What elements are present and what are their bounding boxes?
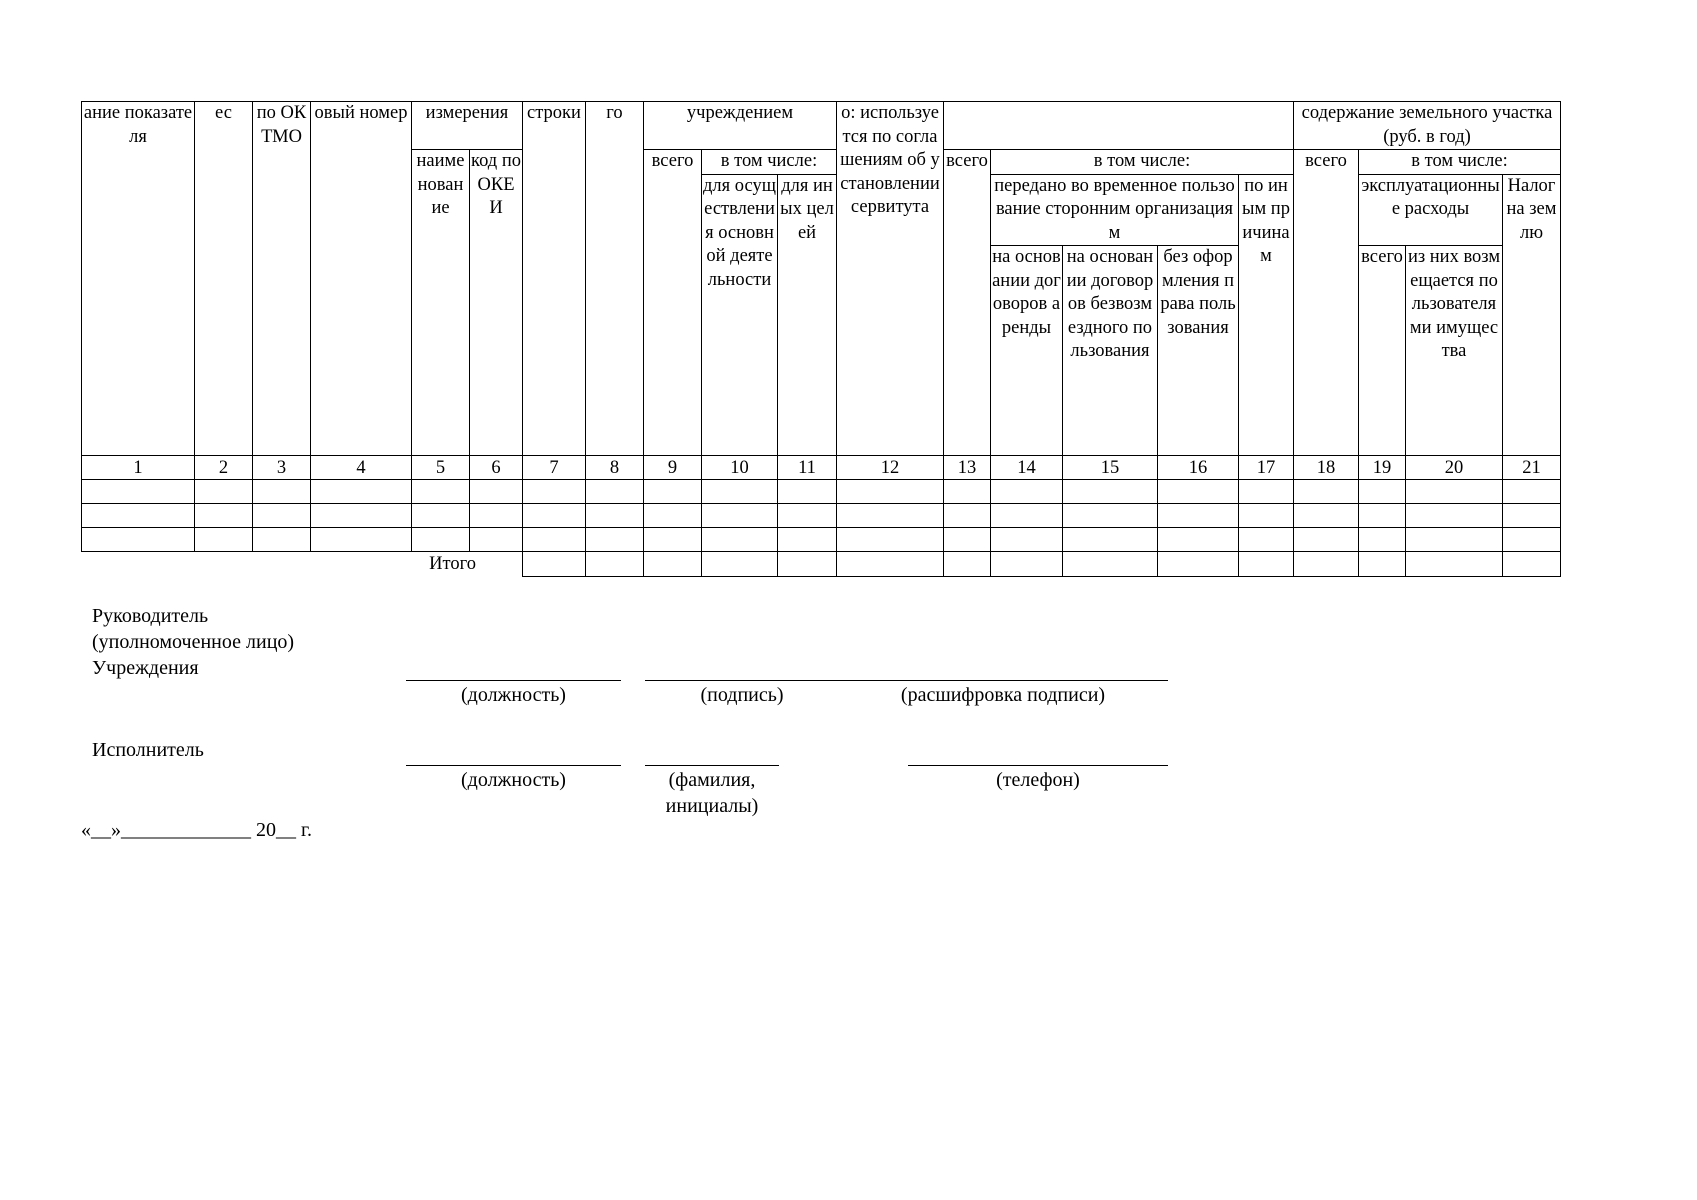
header-land-tax: Налог на землю <box>1503 174 1561 456</box>
executor-position-caption: (должность) <box>461 769 566 791</box>
header-other-reasons: по иным причинам <box>1239 174 1294 456</box>
table-cell[interactable] <box>991 504 1063 528</box>
header-col-8: го <box>586 102 644 456</box>
header-no-rights: без оформления права пользования <box>1158 246 1239 456</box>
header-line-code: строки <box>523 102 586 456</box>
table-cell[interactable] <box>523 528 586 552</box>
total-cell[interactable] <box>944 552 991 577</box>
table-cell[interactable] <box>702 528 778 552</box>
executor-label: Исполнитель <box>92 739 204 761</box>
column-number-cell: 13 <box>944 456 991 480</box>
header-institution-including: в том числе: <box>702 150 837 175</box>
table-cell[interactable] <box>944 480 991 504</box>
column-number-cell: 1 <box>82 456 195 480</box>
total-cell[interactable] <box>586 552 644 577</box>
column-number-cell: 4 <box>311 456 412 480</box>
land-plot-report-table <box>81 101 1561 577</box>
header-main-activity: для осуществления основной деятельности <box>702 174 778 456</box>
header-used-by-institution: учреждением <box>644 102 837 150</box>
authorized-person-label: (уполномоченное лицо) <box>92 631 295 653</box>
table-cell[interactable] <box>253 504 311 528</box>
table-cell[interactable] <box>1158 528 1239 552</box>
table-cell[interactable] <box>470 528 523 552</box>
table-cell[interactable] <box>253 480 311 504</box>
header-transfer-group <box>944 102 1294 150</box>
table-cell[interactable] <box>1063 504 1158 528</box>
table-cell[interactable] <box>702 480 778 504</box>
header-transfer-total: всего <box>944 150 991 456</box>
total-cell[interactable] <box>1294 552 1359 577</box>
header-okei-code: код по ОКЕИ <box>470 150 523 456</box>
column-number-cell: 11 <box>778 456 837 480</box>
table-cell[interactable] <box>412 528 470 552</box>
total-cell[interactable] <box>644 552 702 577</box>
header-measure-name: наименование <box>412 150 470 456</box>
table-cell[interactable] <box>195 480 253 504</box>
table-cell[interactable] <box>1063 480 1158 504</box>
column-number-cell: 3 <box>253 456 311 480</box>
table-cell[interactable] <box>837 528 944 552</box>
table-cell[interactable] <box>1359 480 1406 504</box>
table-row <box>82 504 1561 528</box>
column-number-cell: 7 <box>523 456 586 480</box>
table-cell[interactable] <box>470 504 523 528</box>
table-cell[interactable] <box>470 480 523 504</box>
total-cell[interactable] <box>837 552 944 577</box>
table-cell[interactable] <box>311 528 412 552</box>
table-cell[interactable] <box>1503 528 1561 552</box>
table-cell[interactable] <box>1239 480 1294 504</box>
total-cell[interactable] <box>1359 552 1406 577</box>
executor-name-line[interactable] <box>645 765 779 766</box>
table-cell[interactable] <box>991 480 1063 504</box>
header-maintenance-cost: содержание земельного участка (руб. в год) <box>1294 102 1561 150</box>
table-cell[interactable] <box>778 504 837 528</box>
total-cell[interactable] <box>1158 552 1239 577</box>
initials-caption: инициалы) <box>665 795 759 817</box>
position-caption: (должность) <box>461 684 566 706</box>
table-cell[interactable] <box>586 504 644 528</box>
table-cell[interactable] <box>837 480 944 504</box>
header-lease: на основании договоров аренды <box>991 246 1063 456</box>
column-number-cell: 18 <box>1294 456 1359 480</box>
name-caption: (фамилия, <box>668 769 756 791</box>
header-reimbursed: из них возмещается пользователями имущества <box>1406 246 1503 456</box>
table-cell[interactable] <box>523 480 586 504</box>
table-cell[interactable] <box>586 480 644 504</box>
header-number: овый номер <box>311 102 412 456</box>
total-cell[interactable] <box>1063 552 1158 577</box>
table-cell[interactable] <box>1063 528 1158 552</box>
table-cell[interactable] <box>1294 504 1359 528</box>
table-cell[interactable] <box>778 528 837 552</box>
table-cell[interactable] <box>1239 528 1294 552</box>
table-cell[interactable] <box>644 480 702 504</box>
header-free-use: на основании договоров безвозмездного пользования <box>1063 246 1158 456</box>
signature-caption: (подпись) <box>700 684 784 706</box>
table-cell[interactable] <box>1239 504 1294 528</box>
table-cell[interactable] <box>1359 528 1406 552</box>
signature-decoding-caption: (расшифровка подписи) <box>900 684 1106 706</box>
table-row <box>82 528 1561 552</box>
table-cell[interactable] <box>412 504 470 528</box>
table-cell[interactable] <box>778 480 837 504</box>
table-cell[interactable] <box>412 480 470 504</box>
table-cell[interactable] <box>1158 480 1239 504</box>
table-cell[interactable] <box>1158 504 1239 528</box>
table-cell[interactable] <box>644 528 702 552</box>
total-cell[interactable] <box>778 552 837 577</box>
column-number-cell: 19 <box>1359 456 1406 480</box>
header-operating-total: всего <box>1359 246 1406 456</box>
date-line[interactable]: «__»_____________ 20__ г. <box>81 819 312 841</box>
table-cell[interactable] <box>253 528 311 552</box>
executor-phone-line[interactable] <box>908 765 1168 766</box>
header-measure-unit: измерения <box>412 102 523 150</box>
table-cell[interactable] <box>82 528 195 552</box>
table-cell[interactable] <box>944 504 991 528</box>
table-cell[interactable] <box>311 480 412 504</box>
table-cell[interactable] <box>82 504 195 528</box>
header-other-purposes: для иных целей <box>778 174 837 456</box>
total-cell[interactable] <box>1503 552 1561 577</box>
header-transfer-including: в том числе: <box>991 150 1294 175</box>
table-cell[interactable] <box>944 528 991 552</box>
column-number-cell: 12 <box>837 456 944 480</box>
executor-position-line[interactable] <box>406 765 621 766</box>
table-cell[interactable] <box>586 528 644 552</box>
total-cell[interactable] <box>991 552 1063 577</box>
table-cell[interactable] <box>1503 504 1561 528</box>
table-cell[interactable] <box>702 504 778 528</box>
table-cell[interactable] <box>644 504 702 528</box>
head-position-line[interactable] <box>406 680 621 681</box>
table-row <box>82 480 1561 504</box>
table-cell[interactable] <box>1503 480 1561 504</box>
head-label: Руководитель <box>92 605 209 627</box>
total-label: Итого <box>82 552 523 577</box>
table-cell[interactable] <box>523 504 586 528</box>
column-number-cell: 6 <box>470 456 523 480</box>
table-cell[interactable] <box>1359 504 1406 528</box>
header-indicator-name: ание показателя <box>82 102 195 456</box>
table-cell[interactable] <box>195 528 253 552</box>
table-cell[interactable] <box>991 528 1063 552</box>
table-cell[interactable] <box>1406 504 1503 528</box>
header-easement: о: используется по соглашениям об установлении сервитута <box>837 102 944 456</box>
column-number-cell: 17 <box>1239 456 1294 480</box>
phone-caption: (телефон) <box>996 769 1080 791</box>
header-temporary-use: передано во временное пользование сторонним организациям <box>991 174 1239 246</box>
header-operating-costs: эксплуатационные расходы <box>1359 174 1503 246</box>
column-number-cell: 10 <box>702 456 778 480</box>
column-number-cell: 8 <box>586 456 644 480</box>
header-institution-total: всего <box>644 150 702 456</box>
total-cell[interactable] <box>1239 552 1294 577</box>
table-cell[interactable] <box>837 504 944 528</box>
header-oktmo: по ОКТМО <box>253 102 311 456</box>
table-cell[interactable] <box>1294 528 1359 552</box>
column-number-cell: 21 <box>1503 456 1561 480</box>
head-signature-line[interactable] <box>645 680 1168 681</box>
table-cell[interactable] <box>1406 528 1503 552</box>
table-cell[interactable] <box>311 504 412 528</box>
column-number-cell: 16 <box>1158 456 1239 480</box>
column-number-cell: 9 <box>644 456 702 480</box>
column-number-cell: 20 <box>1406 456 1503 480</box>
column-number-row <box>82 456 1561 480</box>
institution-label: Учреждения <box>92 657 199 679</box>
total-row <box>82 552 1561 577</box>
table-cell[interactable] <box>195 504 253 528</box>
column-number-cell: 5 <box>412 456 470 480</box>
total-cell[interactable] <box>523 552 586 577</box>
total-cell[interactable] <box>702 552 778 577</box>
column-number-cell: 15 <box>1063 456 1158 480</box>
column-number-cell: 2 <box>195 456 253 480</box>
header-maintenance-total: всего <box>1294 150 1359 456</box>
header-col-2: ес <box>195 102 253 456</box>
table-cell[interactable] <box>82 480 195 504</box>
header-maintenance-including: в том числе: <box>1359 150 1561 175</box>
table-cell[interactable] <box>1294 480 1359 504</box>
table-cell[interactable] <box>1406 480 1503 504</box>
total-cell[interactable] <box>1406 552 1503 577</box>
column-number-cell: 14 <box>991 456 1063 480</box>
